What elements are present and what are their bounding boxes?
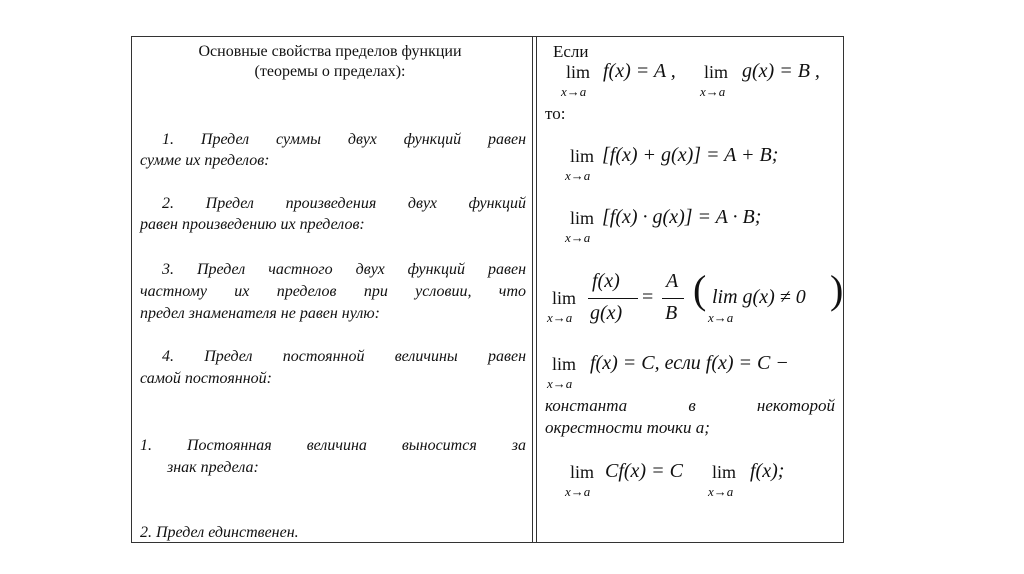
property-3-line2: частному их пределов при условии, что xyxy=(140,283,526,300)
formula-g-limit: g(x) = B , xyxy=(742,60,820,82)
lim-operator: lim xyxy=(570,146,595,166)
lim-subscript: x→a xyxy=(547,376,573,391)
table-heading-line1: Основные свойства пределов функции xyxy=(198,43,462,60)
lim-subscript: x→a xyxy=(547,310,573,325)
lim-subscript: x→a xyxy=(565,168,591,183)
formula-cf-left: Cf(x) = C xyxy=(605,460,683,482)
lim-operator: lim xyxy=(566,62,591,82)
property-4-line2: самой постоянной: xyxy=(140,370,272,387)
lim-subscript: x→a xyxy=(561,84,587,99)
property-2-line2: равен произведению их пределов: xyxy=(140,216,365,233)
quotient-B: B xyxy=(665,302,678,324)
lim-subscript: x→a xyxy=(565,484,591,499)
right-paren: ) xyxy=(830,267,844,312)
formula-f-limit: f(x) = A , xyxy=(603,60,676,82)
quotient-numerator: f(x) xyxy=(592,270,620,292)
left-paren: ( xyxy=(693,267,707,312)
lim-subscript: x→a xyxy=(708,310,734,325)
formula-sum-limit: [f(x) + g(x)] = A + B; xyxy=(602,144,779,166)
lim-operator: lim xyxy=(712,462,737,482)
lim-subscript: x→a xyxy=(708,484,734,499)
table-heading-line2: (теоремы о пределах): xyxy=(254,63,406,80)
property-1-line1: 1. Предел суммы двух функций равен xyxy=(162,131,526,148)
quotient-A: A xyxy=(666,270,679,292)
equals-sign: = xyxy=(642,286,654,308)
lim-subscript: x→a xyxy=(565,230,591,245)
constant-text-line1: константа в некоторой xyxy=(545,396,835,415)
quotient-denominator: g(x) xyxy=(590,302,623,324)
property-3-line3: предел знаменателя не равен нулю: xyxy=(140,305,380,322)
then-label: то: xyxy=(545,104,566,123)
formula-cf-right: f(x); xyxy=(750,460,785,482)
lim-operator: lim xyxy=(552,354,577,374)
property-2-line1: 2. Предел произведения двух функций xyxy=(162,195,526,212)
column-divider-double xyxy=(536,36,537,543)
lim-subscript: x→a xyxy=(700,84,726,99)
column-divider xyxy=(532,36,533,543)
corollary-1-line1: 1. Постоянная величина выносится за xyxy=(140,437,526,454)
corollary-1-line2: знак предела: xyxy=(167,459,259,476)
lim-operator: lim xyxy=(570,462,595,482)
formula-constant-limit: f(x) = C, если f(x) = C − xyxy=(590,352,789,374)
property-3-line1: 3. Предел частного двух функций равен xyxy=(162,261,526,278)
corollary-2: 2. Предел единственен. xyxy=(140,524,299,541)
quotient-condition: lim g(x) ≠ 0 xyxy=(712,286,806,308)
constant-text-line2: окрестности точки a; xyxy=(545,418,710,437)
property-1-line2: сумме их пределов: xyxy=(140,152,270,169)
property-4-line1: 4. Предел постоянной величины равен xyxy=(162,348,526,365)
formula-product-limit: [f(x) · g(x)] = A · B; xyxy=(602,206,762,228)
if-label: Если xyxy=(553,42,589,61)
lim-operator: lim xyxy=(570,208,595,228)
fraction-bar xyxy=(588,298,638,299)
fraction-bar xyxy=(662,298,684,299)
lim-operator: lim xyxy=(704,62,729,82)
lim-operator: lim xyxy=(552,288,577,308)
